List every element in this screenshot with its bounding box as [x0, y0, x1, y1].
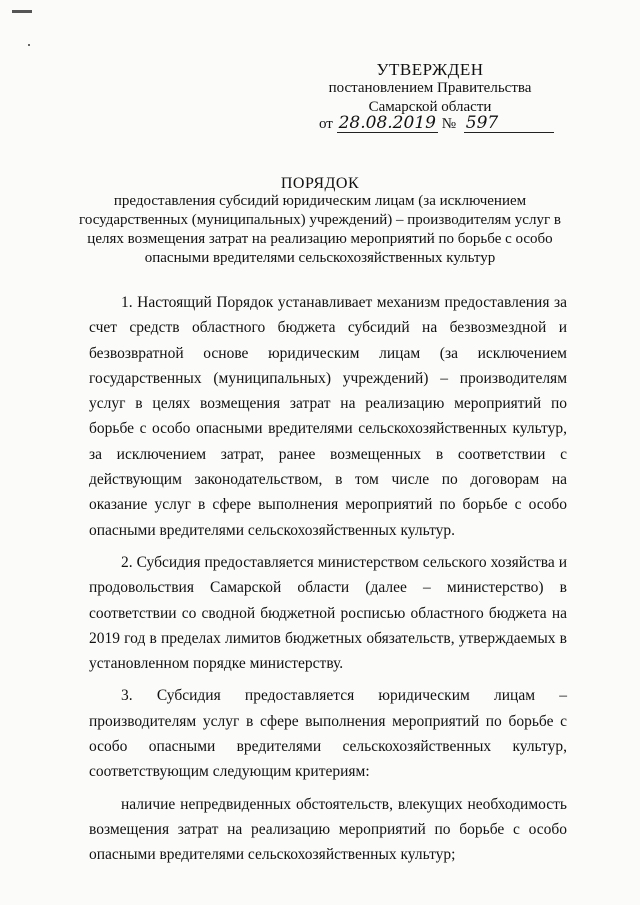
approval-line-2: Самарской области [368, 99, 492, 115]
paragraph-4: наличие непредвиденных обстоятельств, влекущих необходимость возмещения затрат на реализацию мероприятий по борьбе с особо опасными вредителями сельскохозяйственных культур; [89, 795, 567, 864]
handwritten-number: 597 [464, 114, 554, 133]
approval-heading: УТВЕРЖДЕН [376, 60, 484, 79]
paragraph-2: 2. Субсидия предоставляется министерством сельского хозяйства и продовольствия Самарской области (далее – министерство) в соответствии со сводной бюджетной росписью областного бюджета на 2019 год в пределах лимитов бюджетных обязательств, утверждаемых в установленном порядке министерству. [89, 553, 567, 673]
date-number-line [319, 114, 554, 133]
document-title: ПОРЯДОК [280, 175, 360, 192]
approval-block [300, 60, 560, 117]
handwritten-date: 28.08.2019 [338, 113, 436, 133]
document-body [89, 290, 567, 875]
scan-speck [28, 44, 30, 46]
date-prefix: от [319, 116, 333, 132]
paragraph-1: 1. Настоящий Порядок устанавливает механизм предоставления за счет средств областного бюджета субсидий на безвозмездной и безвозвратной основе юридическим лицам (за исключением государственных (муниципальных) учреждений) – производителям услуг в целях возмещения затрат на реализацию мероприятий по борьбе с особо опасными вредителями сельскохозяйственных культур, за исключением затрат, ранее возмещенных в соответствии с действующим законодательством, в том числе по договорам на оказание услуг в сфере выполнения мероприятий по борьбе с особо опасными вредителями сельскохозяйственных культур. [89, 294, 567, 539]
approval-line-1: постановлением Правительства [328, 80, 532, 96]
number-prefix: № [441, 116, 457, 132]
scan-mark [12, 10, 32, 13]
document-subtitle: предоставления субсидий юридическим лицам (за исключением государственных (муниципальных) учреждений) – производителям услуг в целях возмещения затрат на реализацию мероприятий по борьбе с особо опасными вредителями сельскохозяйственных культур [79, 193, 561, 266]
paragraph-3: 3. Субсидия предоставляется юридическим лицам – производителям услуг в сфере выполнения мероприятий по борьбе с особо опасными вредителями сельскохозяйственных культур, соответствующим следующим критериям: [89, 687, 567, 781]
